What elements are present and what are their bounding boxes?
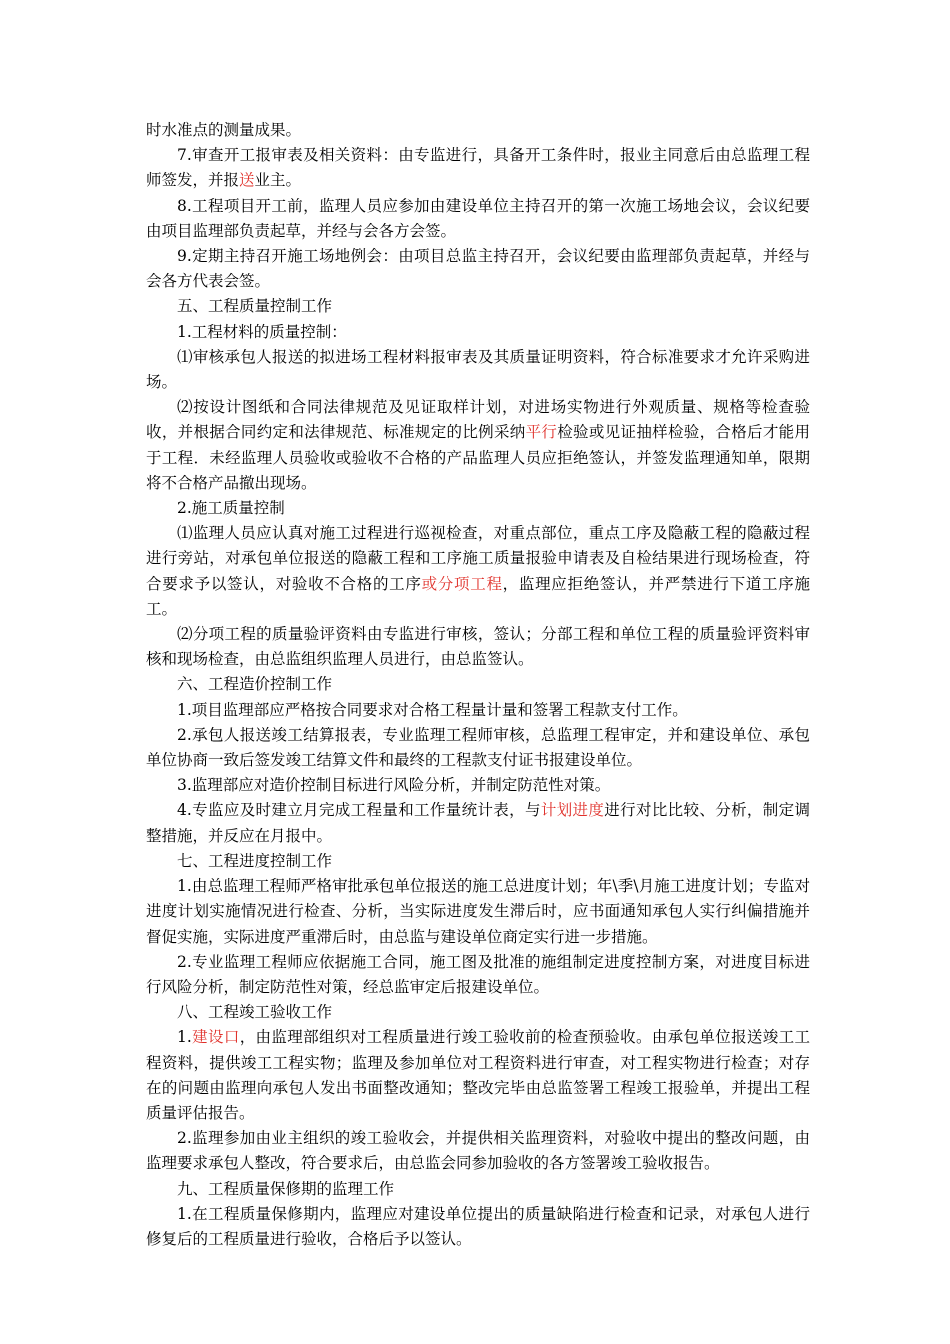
highlighted-text: 建设口 <box>191 1028 240 1047</box>
paragraph: 8.工程项目开工前，监理人员应参加由建设单位主持召开的第一次施工场地会议，会议纪要由项目监理部负责起草，并经与会各方会签。 <box>146 196 810 240</box>
document-body <box>146 118 810 1252</box>
paragraph: 3.监理部应对造价控制目标进行风险分析，并制定防范性对策。 <box>177 776 611 795</box>
paragraph: 1.在工程质量保修期内，监理应对建设单位提出的质量缺陷进行检查和记录，对承包人进行修复后的工程质量进行验收，合格后予以签认。 <box>146 1204 810 1248</box>
section-heading: 六、工程造价控制工作 <box>177 675 333 694</box>
paragraph: 1.由总监理工程师严格审批承包单位报送的施工总进度计划；年\季\月施工进度计划；专监对进度计划实施情况进行检查、分析，当实际进度发生滞后时，应书面通知承包人实行纠偏措施并督促实施，实际进度严重滞后时，由总监与建设单位商定实行进一步措施。 <box>146 877 810 946</box>
section-heading: 九、工程质量保修期的监理工作 <box>177 1179 395 1198</box>
section-heading: 七、工程进度控制工作 <box>177 851 333 870</box>
highlighted-text: 计划进度 <box>540 801 605 820</box>
paragraph: 1.工程材料的质量控制： <box>177 322 347 341</box>
paragraph <box>146 521 810 622</box>
paragraph <box>146 395 810 496</box>
paragraph: 1.项目监理部应严格按合同要求对合格工程量计量和签署工程款支付工作。 <box>177 700 688 719</box>
text-segment: 4.专监应及时建立月完成工程量和工作量统计表，与 <box>177 801 541 820</box>
paragraph: ⑵分项工程的质量验评资料由专监进行审核，签认；分部工程和单位工程的质量验评资料审核和现场检查，由总监组织监理人员进行，由总监签认。 <box>146 625 810 669</box>
text-segment: 7.审查开工报审表及相关资料：由专监进行，具备开工条件时，报业主同意后由总监理工程师签发，并报 <box>146 146 810 190</box>
paragraph <box>146 798 810 848</box>
paragraph: 2.专业监理工程师应依据施工合同，施工图及批准的施组制定进度控制方案，对进度目标进行风险分析，制定防范性对策，经总监审定后报建设单位。 <box>146 952 810 996</box>
section-heading: 五、工程质量控制工作 <box>177 297 333 316</box>
text-segment: ，由监理部组织对工程质量进行竣工验收前的检查预验收。由承包单位报送竣工工程资料，提供竣工工程实物；监理及参加单位对工程资料进行审查，对工程实物进行检查；对存在的问题由监理向承包人发出书面整改通知；整改完毕由总监签署工程竣工报验单，并提出工程质量评估报告。 <box>146 1028 810 1122</box>
section-heading: 八、工程竣工验收工作 <box>177 1003 333 1022</box>
text-segment: ⑴监理人员应认真对施工过程进行巡视检查，对重点部位，重点工序及隐蔽工程的隐蔽过程进行旁站，对承包单位报送的隐蔽工程和工序施工质量报验申请表及自检结果进行现场检查，符合要求予以签认，对验收不合格的工序 <box>146 524 810 593</box>
paragraph <box>146 143 810 193</box>
paragraph: 2.监理参加由业主组织的竣工验收会，并提供相关监理资料，对验收中提出的整改问题，由监理要求承包人整改，符合要求后，由总监会同参加验收的各方签署竣工验收报告。 <box>146 1129 810 1173</box>
paragraph: 9.定期主持召开施工场地例会：由项目总监主持召开，会议纪要由监理部负责起草，并经与会各方代表会签。 <box>146 247 810 291</box>
text-segment: 进行对比比较、分析，制定调整措施，并反应在月报中。 <box>146 801 810 845</box>
text-segment: 检验或见证抽样检验，合格后才能用于工程．未经监理人员验收或验收不合格的产品监理人员应拒绝签认，并签发监理通知单，限期将不合格产品撤出现场。 <box>146 423 810 492</box>
highlighted-text: 送 <box>239 171 255 190</box>
text-segment: ，监理应拒绝签认，并严禁进行下道工序施工。 <box>146 574 810 618</box>
text-segment: 1. <box>177 1028 192 1047</box>
highlighted-text: 或分项工程 <box>421 574 503 593</box>
paragraph: 2.承包人报送竣工结算报表，专业监理工程师审核，总监理工程审定，并和建设单位、承包单位协商一致后签发竣工结算文件和最终的工程款支付证书报建设单位。 <box>146 725 810 770</box>
paragraph <box>146 1025 810 1126</box>
text-segment: ⑵按设计图纸和合同法律规范及见证取样计划，对进场实物进行外观质量、规格等检查验收，并根据合同约定和法律规范、标准规定的比例采纳 <box>146 398 810 442</box>
paragraph: 2.施工质量控制 <box>177 499 285 518</box>
paragraph: ⑴审核承包人报送的拟进场工程材料报审表及其质量证明资料，符合标准要求才允许采购进场。 <box>146 347 810 392</box>
paragraph: 时水准点的测量成果。 <box>146 121 302 139</box>
text-segment: 业主。 <box>254 171 302 190</box>
highlighted-text: 平行 <box>525 423 558 442</box>
